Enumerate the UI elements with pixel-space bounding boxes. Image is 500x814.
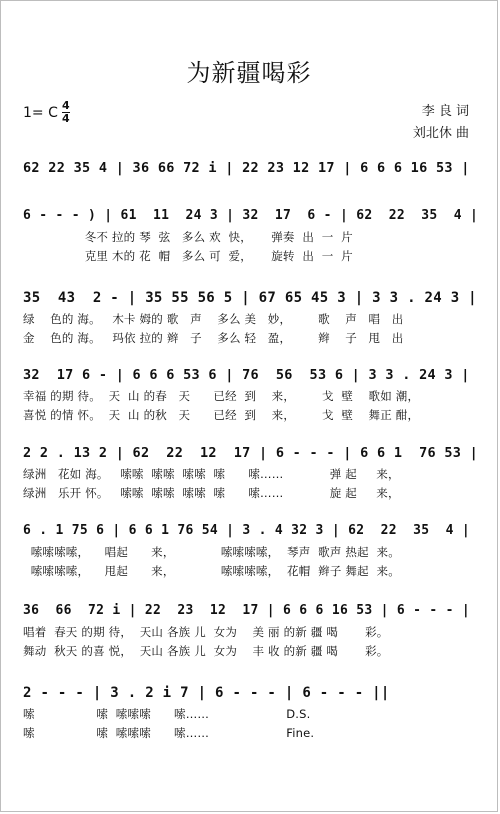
lyric-verse-2: 金 色的 海。 玛依 拉的 辫 子 多么 轻 盈， 辫 子 甩 出	[23, 331, 404, 345]
lyric-verse-1: 冬不 拉的 琴 弦 多么 欢 快， 弹奏 出 一 片	[23, 230, 353, 244]
notation-line: 2 2 . 13 2 | 62 22 12 17 | 6 - - - | 6 6 1 76 53 |	[23, 445, 479, 461]
notation-line: 2 - - - | 3 . 2 i 7 | 6 - - - | 6 - - - ||	[23, 685, 390, 701]
score-system-3	[23, 286, 479, 348]
score-system-4	[23, 363, 479, 425]
composer-credit: 刘北休 曲	[412, 126, 469, 141]
song-title: 为新疆喝彩	[186, 59, 312, 87]
notation-line: 62 22 35 4 | 36 66 72 i | 22 23 12 17 | 6 6 6 16 53 |	[23, 160, 470, 176]
score-system-6	[23, 519, 479, 581]
notation-line: 36 66 72 i | 22 23 12 17 | 6 6 6 16 53 | 6 - - - |	[23, 603, 470, 618]
key-label: 1= C	[23, 104, 58, 121]
lyric-verse-2: 绿洲 乐开 怀。 嗦嗦 嗦嗦 嗦嗦 嗦 嗦…… 旋 起 来，	[23, 486, 400, 500]
credits	[413, 101, 469, 145]
key-signature	[23, 101, 70, 124]
lyric-verse-1: 嗦嗦嗦嗦， 唱起 来， 嗦嗦嗦嗦， 琴声 歌声 热起 来。	[23, 545, 400, 559]
lyric-verse-1: 绿 色的 海。 木卡 姆的 歌 声 多么 美 妙， 歌 声 唱 出	[23, 312, 404, 326]
notation-line: 6 . 1 75 6 | 6 6 1 76 54 | 3 . 4 32 3 | 62 22 35 4 |	[23, 523, 470, 538]
score-system-5	[23, 441, 479, 503]
score-system-1	[23, 156, 479, 180]
lyricist-credit: 李 良 词	[421, 104, 469, 119]
lyric-verse-1: 绿洲 花如 海。 嗦嗦 嗦嗦 嗦嗦 嗦 嗦…… 弹 起 来，	[23, 467, 400, 481]
lyric-verse-2: 嗦嗦嗦嗦， 甩起 来， 嗦嗦嗦嗦， 花帽 辫子 舞起 来。	[23, 564, 400, 578]
lyric-verse-1: 嗦 嗦 嗦嗦嗦 嗦…… D.S.	[23, 707, 311, 721]
lyric-verse-2: 嗦 嗦 嗦嗦嗦 嗦…… Fine.	[23, 726, 315, 740]
score-system-2	[23, 204, 479, 266]
lyric-verse-1: 唱着 春天 的期 待， 天山 各族 儿 女为 美 丽 的新 疆 喝 彩。	[23, 625, 389, 639]
lyric-verse-2: 克里 木的 花 帽 多么 可 爱， 旋转 出 一 片	[23, 249, 353, 263]
time-signature	[62, 101, 70, 124]
notation-line: 35 43 2 - | 35 55 56 5 | 67 65 45 3 | 3 3 . 24 3 |	[23, 290, 477, 306]
lyric-verse-2: 舞动 秋天 的喜 悦， 天山 各族 儿 女为 丰 收 的新 疆 喝 彩。	[23, 644, 389, 658]
notation-line: 6 - - - ) | 61 11 24 3 | 32 17 6 - | 62 22 35 4 |	[23, 208, 479, 223]
notation-line: 32 17 6 - | 6 6 6 53 6 | 76 56 53 6 | 3 3 . 24 3 |	[23, 367, 470, 383]
time-numerator: 4	[62, 99, 70, 112]
time-denominator: 4	[62, 112, 70, 125]
score-system-7	[23, 599, 479, 661]
score-system-8	[23, 681, 479, 743]
lyric-verse-1: 幸福 的期 待。 天 山 的春 天 已经 到 来， 戈 壁 歌如 潮，	[23, 389, 420, 403]
lyric-verse-2: 喜悦 的情 怀。 天 山 的秋 天 已经 到 来， 戈 壁 舞正 酣，	[23, 408, 420, 422]
